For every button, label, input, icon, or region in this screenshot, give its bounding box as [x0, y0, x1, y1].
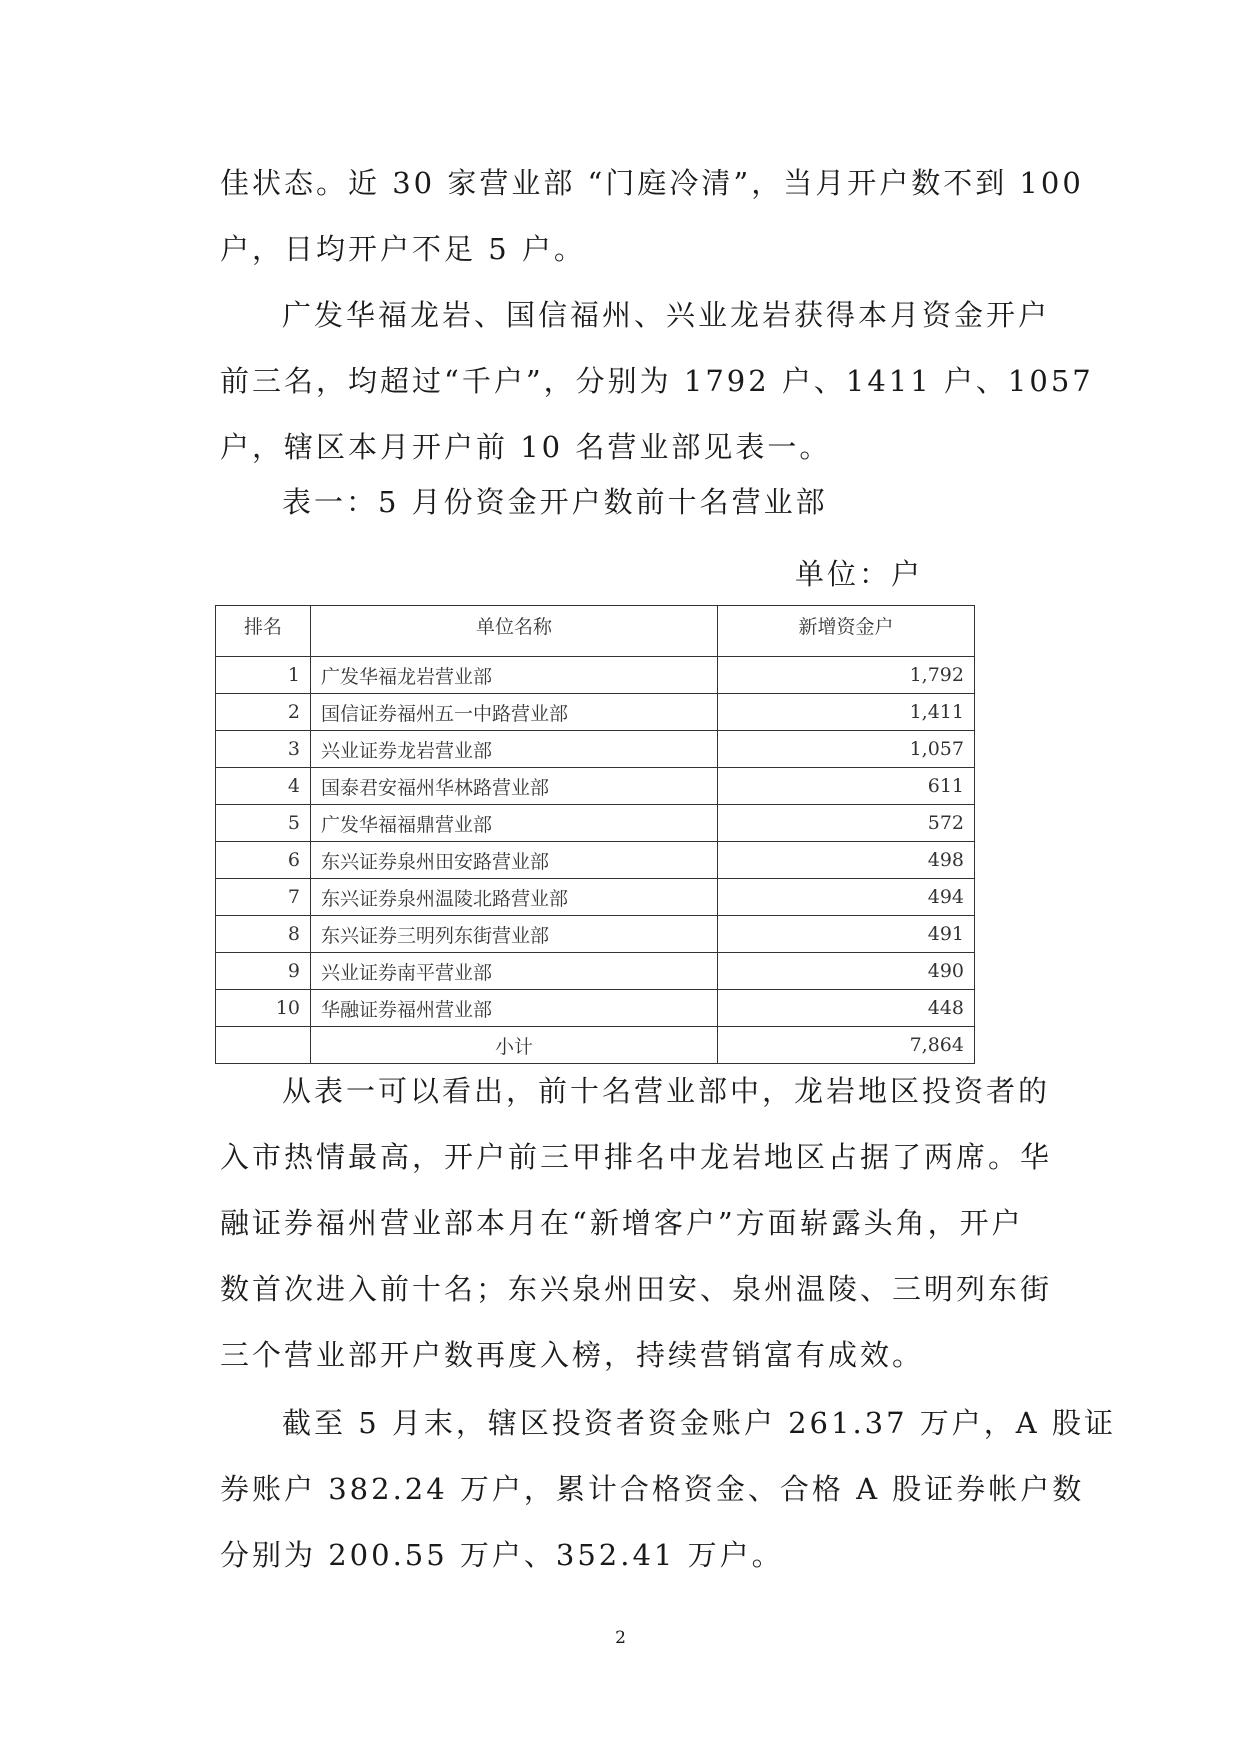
header-name: 单位名称	[311, 606, 718, 657]
cell-name: 国信证券福州五一中路营业部	[311, 694, 718, 731]
cell-name: 东兴证券泉州田安路营业部	[311, 842, 718, 879]
cell-value: 494	[718, 879, 975, 916]
text-line: 数首次进入前十名；东兴泉州田安、泉州温陵、三明列东街	[220, 1272, 1053, 1306]
cell-rank: 2	[216, 694, 311, 731]
cell-rank: 6	[216, 842, 311, 879]
text-line: 三个营业部开户数再度入榜，持续营销富有成效。	[220, 1338, 925, 1372]
cell-rank: 3	[216, 731, 311, 768]
text-line: 佳状态。近 30 家营业部 “门庭冷清”，当月开户数不到 100	[220, 166, 1084, 200]
cell-value: 1,057	[718, 731, 975, 768]
ranking-table	[215, 605, 975, 1064]
cell-rank: 5	[216, 805, 311, 842]
cell-rank: 7	[216, 879, 311, 916]
page-number: 2	[615, 1628, 626, 1648]
table-row	[216, 657, 975, 694]
table-row	[216, 953, 975, 990]
cell-value: 491	[718, 916, 975, 953]
text-line: 户，日均开户不足 5 户。	[220, 232, 586, 266]
cell-value: 490	[718, 953, 975, 990]
cell-name: 东兴证券三明列东街营业部	[311, 916, 718, 953]
text-line: 广发华福龙岩、国信福州、兴业龙岩获得本月资金开户	[282, 298, 1051, 332]
cell-name: 华融证券福州营业部	[311, 990, 718, 1027]
text-line: 户，辖区本月开户前 10 名营业部见表一。	[220, 430, 832, 464]
text-line: 融证券福州营业部本月在“新增客户”方面崭露头角，开户	[220, 1206, 1024, 1240]
cell-value: 611	[718, 768, 975, 805]
table-unit: 单位：户	[795, 557, 924, 591]
table-header-row	[216, 606, 975, 657]
cell-name: 东兴证券泉州温陵北路营业部	[311, 879, 718, 916]
table-row	[216, 916, 975, 953]
subtotal-value: 7,864	[718, 1027, 975, 1064]
table-row	[216, 694, 975, 731]
text-line: 从表一可以看出，前十名营业部中，龙岩地区投资者的	[282, 1074, 1051, 1108]
paragraph-top-three	[220, 282, 1094, 480]
cell-rank: 9	[216, 953, 311, 990]
cell-rank: 4	[216, 768, 311, 805]
cell-name: 广发华福福鼎营业部	[311, 805, 718, 842]
cell-rank: 1	[216, 657, 311, 694]
cell-name: 广发华福龙岩营业部	[311, 657, 718, 694]
cell-name: 国泰君安福州华林路营业部	[311, 768, 718, 805]
table-row	[216, 879, 975, 916]
table-row	[216, 768, 975, 805]
cell-value: 498	[718, 842, 975, 879]
text-line: 券账户 382.24 万户，累计合格资金、合格 A 股证券帐户数	[220, 1472, 1085, 1506]
cell-rank: 8	[216, 916, 311, 953]
paragraph-accounts	[220, 1390, 1116, 1588]
table-row	[216, 990, 975, 1027]
text-line: 前三名，均超过“千户”，分别为 1792 户、1411 户、1057	[220, 364, 1094, 398]
table-row	[216, 731, 975, 768]
paragraph-intro	[220, 150, 1084, 282]
cell-name: 兴业证券龙岩营业部	[311, 731, 718, 768]
cell-rank: 10	[216, 990, 311, 1027]
cell-value: 1,792	[718, 657, 975, 694]
table-caption: 表一：5 月份资金开户数前十名营业部	[282, 485, 828, 519]
cell-value: 1,411	[718, 694, 975, 731]
header-rank: 排名	[216, 606, 311, 657]
cell-value: 448	[718, 990, 975, 1027]
text-line: 分别为 200.55 万户、352.41 万户。	[220, 1538, 784, 1572]
subtotal-label: 小计	[311, 1027, 718, 1064]
text-line: 入市热情最高，开户前三甲排名中龙岩地区占据了两席。华	[220, 1140, 1053, 1174]
header-value: 新增资金户	[718, 606, 975, 657]
cell-name: 兴业证券南平营业部	[311, 953, 718, 990]
paragraph-analysis	[220, 1058, 1053, 1388]
text-line: 截至 5 月末，辖区投资者资金账户 261.37 万户，A 股证	[282, 1406, 1116, 1440]
table-row	[216, 842, 975, 879]
cell-value: 572	[718, 805, 975, 842]
table-row	[216, 805, 975, 842]
